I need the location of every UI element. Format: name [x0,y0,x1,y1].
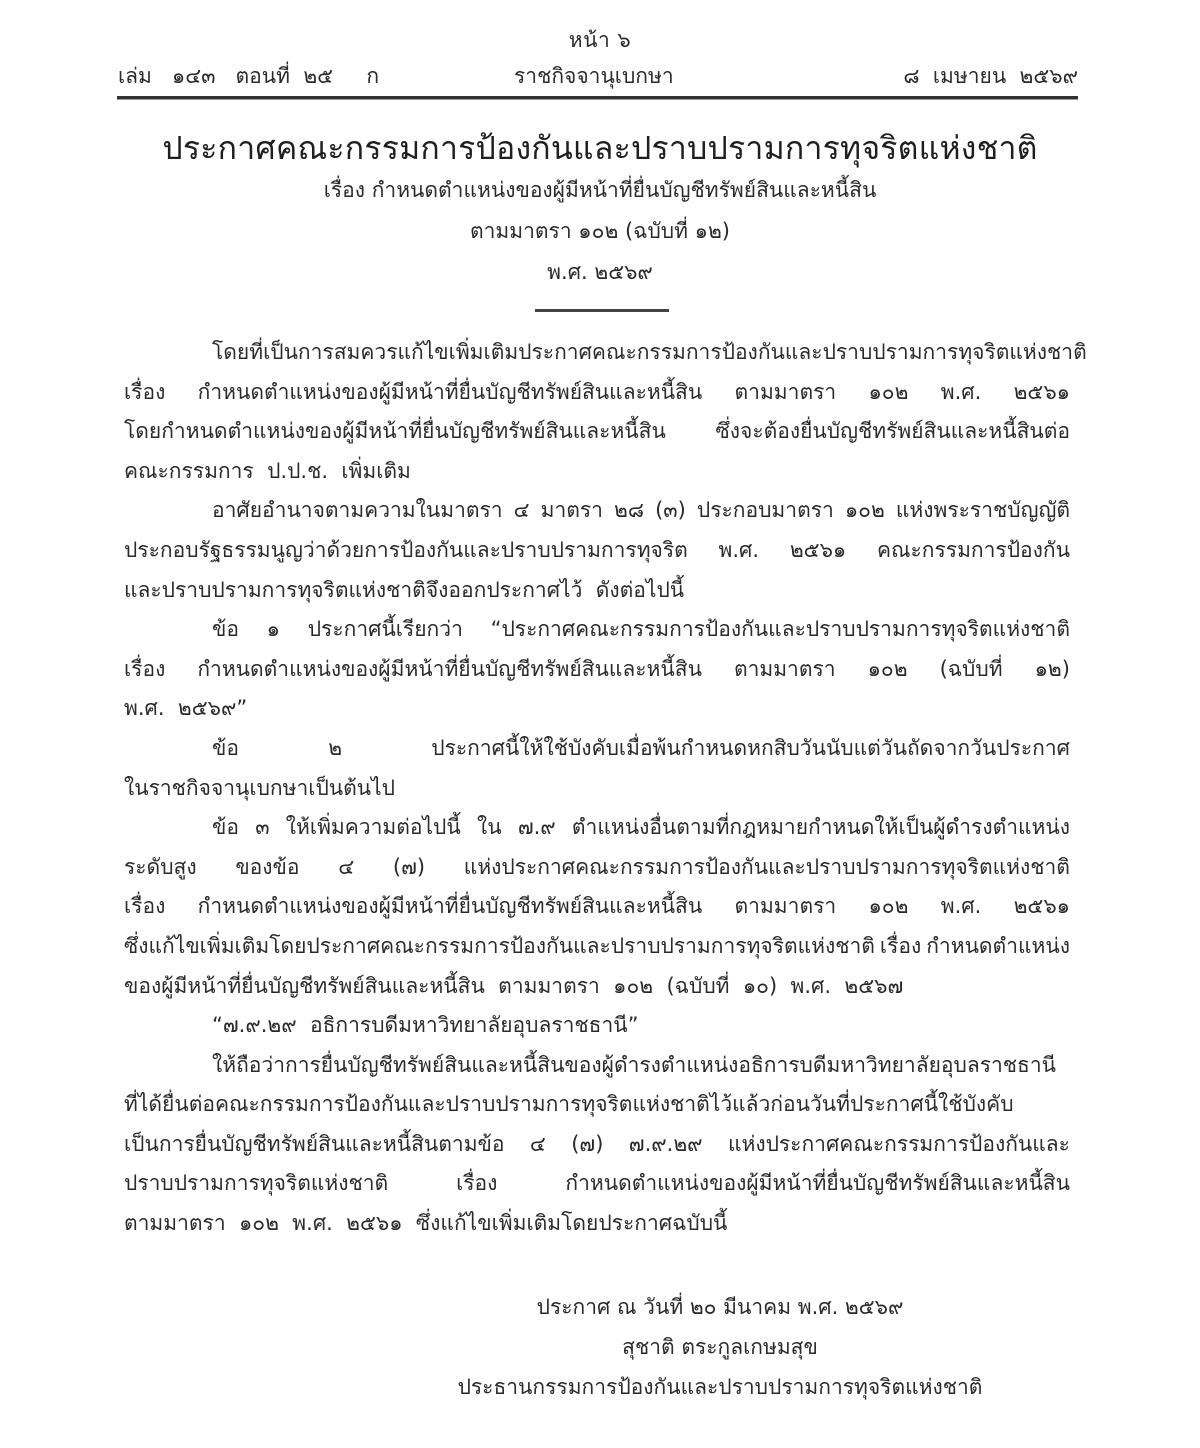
body-word-group: ของข้อ [235,854,300,879]
body-word-group: แห่งประกาศคณะกรรมการป้องกันและ [727,1131,1070,1156]
body-line [124,769,1070,809]
body-word-group: ๑๐๒ [844,498,885,523]
publication-date: ๘ เมษายน ๒๕๖๙ [903,64,1078,88]
body-line [124,927,1070,967]
body-line [124,452,1070,492]
body-line [124,491,1070,531]
body-word-group: ข้อ [212,617,239,642]
body-word-group: ๑๒) [1034,656,1070,681]
body-word-group: ๓ [255,815,270,840]
signature-block [400,1287,1040,1407]
announcement-title: ประกาศคณะกรรมการป้องกันและปราบปรามการทุจริตแห่งชาติ [162,129,1038,167]
body-word-group: (ฉบับที่ [939,656,1003,681]
body-line [124,729,1070,769]
body-word-group: ซึ่งแก้ไขเพิ่มเติมโดยประกาศคณะกรรมการป้องกันและปราบปรามการทุจริตแห่งชาติ [124,933,875,958]
body-line [124,1125,1070,1165]
body-word-group: ให้ถือว่าการยื่นบัญชีทรัพย์สินและหนี้สินของผู้ดำรงตำแหน่งอธิการบดีมหาวิทยาลัยอุบลราชธานี [212,1052,1056,1077]
body-word-group: เรื่อง [124,379,166,404]
body-word-group: ประกอบรัฐธรรมนูญว่าด้วยการป้องกันและปราบปรามการทุจริต [124,537,688,562]
body-word-group: ๔ [338,854,355,879]
body-word-group: ใน [476,815,502,840]
body-word-group: พ.ศ. [940,894,982,919]
body-line [124,610,1070,650]
announcement-date: ประกาศ ณ วันที่ ๒๐ มีนาคม พ.ศ. ๒๕๖๙ [536,1295,904,1319]
body-word-group: ให้เพิ่มความต่อไปนี้ [285,815,461,840]
body-word-group: ตามมาตรา [733,656,836,681]
body-word-group: ประกอบมาตรา [696,498,834,523]
body-word-group: กำหนดตำแหน่งของผู้มีหน้าที่ยื่นบัญชีทรัพย์สินและหนี้สิน [197,894,703,919]
body-word-group: มาตรา [540,498,603,523]
body-word-group: ตามมาตรา [734,894,837,919]
body-word-group: ข้อ [212,815,239,840]
body-word-group: แห่งพระราชบัญญัติ [895,498,1070,523]
body-line-text: “๗.๙.๒๙ อธิการบดีมหาวิทยาลัยอุบลราชธานี” [212,1013,639,1038]
body-word-group: กำหนดตำแหน่งของผู้มีหน้าที่ยื่นบัญชีทรัพย์สินและหนี้สิน [197,656,702,681]
announcement-year: พ.ศ. ๒๕๖๙ [547,260,653,284]
body-word-group: ๗.๙ [517,815,556,840]
body-word-group: ที่ได้ยื่นต่อคณะกรรมการป้องกันและปราบปรามการทุจริตแห่งชาติไว้แล้วก่อนวันที่ประกาศนี้ใช้บังคับ [124,1092,1014,1117]
body-word-group: เป็นการยื่นบัญชีทรัพย์สินและหนี้สินตามข้อ [124,1131,505,1156]
gazette-header [118,60,1078,94]
body-line [124,1006,1070,1046]
body-word-group: พ.ศ. [718,537,760,562]
signatory-position: ประธานกรรมการป้องกันและปราบปรามการทุจริตแห่งชาติ [457,1375,983,1399]
body-word-group: โดยที่เป็นการสมควรแก้ไขเพิ่มเติมประกาศคณะกรรมการป้องกันและปราบปรามการทุจริตแห่งชาติ [212,340,1087,364]
body-word-group: เรื่อง [124,656,166,681]
body-line [124,571,1070,611]
body-word-group: เรื่อง [124,894,166,919]
body-word-group: ๑๐๒ [868,894,909,919]
page-number: หน้า ๖ [568,28,632,52]
body-word-group: เรื่อง [456,1171,498,1196]
body-line-text: และปราบปรามการทุจริตแห่งชาติจึงออกประกาศไว้ ดังต่อไปนี้ [124,577,685,602]
body-line [124,689,1070,729]
body-line [124,1164,1070,1204]
body-line [124,373,1070,413]
body-line-text: ตามมาตรา ๑๐๒ พ.ศ. ๒๕๖๑ ซึ่งแก้ไขเพิ่มเติมโดยประกาศฉบับนี้ [124,1211,728,1236]
signatory-name: สุชาติ ตระกูลเกษมสุข [622,1335,818,1359]
body-word-group: กำหนดตำแหน่ง [926,933,1070,958]
body-word-group: ๑ [266,617,281,642]
body-word-group: ประกาศนี้ให้ใช้บังคับเมื่อพ้นกำหนดหกสิบวันนับแต่วันถัดจากวันประกาศ [431,735,1070,760]
body-word-group: ๒๘ [614,498,645,523]
body-word-group: ตามมาตรา [734,379,837,404]
body-word-group: กำหนดตำแหน่งของผู้มีหน้าที่ยื่นบัญชีทรัพย์สินและหนี้สิน [565,1171,1070,1196]
body-word-group: พ.ศ. [940,379,982,404]
announcement-body [124,333,1087,1244]
body-word-group: ๒๕๖๑ [789,537,847,562]
body-word-group: ๗.๙.๒๙ [628,1131,703,1156]
body-word-group: ๑๐๒ [867,656,908,681]
body-line [124,531,1070,571]
announcement-title-block [0,126,1200,293]
body-word-group: ๔ [513,498,530,523]
body-word-group: (๓) [655,498,686,523]
body-word-group: อาศัยอำนาจตามความในมาตรา [212,498,503,523]
body-word-group: ๒๕๖๑ [1013,379,1070,404]
body-line-text: คณะกรรมการ ป.ป.ช. เพิ่มเติม [124,458,411,483]
body-line [124,412,1070,452]
body-word-group: ข้อ [212,735,239,760]
body-word-group: ประกาศนี้เรียกว่า [307,617,463,642]
body-word-group: ๔ [529,1131,546,1156]
body-word-group: คณะกรรมการป้องกัน [877,537,1070,562]
body-word-group: “ประกาศคณะกรรมการป้องกันและปราบปรามการทุจริตแห่งชาติ [490,617,1070,642]
body-word-group: เรื่อง [879,933,922,958]
body-line [124,887,1070,927]
body-line-text: พ.ศ. ๒๕๖๙” [124,696,248,721]
body-line [124,333,1087,373]
body-line [124,1204,1070,1244]
body-line-text: ของผู้มีหน้าที่ยื่นบัญชีทรัพย์สินและหนี้สิน ตามมาตรา ๑๐๒ (ฉบับที่ ๑๐) พ.ศ. ๒๕๖๗ [124,973,904,998]
body-line [124,848,1070,888]
body-word-group: ตำแหน่งอื่นตามที่กฎหมายกำหนดให้เป็นผู้ดำรงตำแหน่ง [571,815,1070,840]
body-word-group: กำหนดตำแหน่งของผู้มีหน้าที่ยื่นบัญชีทรัพย์สินและหนี้สิน [197,379,703,404]
body-line-text: ในราชกิจจานุเบกษาเป็นต้นไป [124,775,396,800]
body-word-group: โดยกำหนดตำแหน่งของผู้มีหน้าที่ยื่นบัญชีทรัพย์สินและหนี้สิน [124,419,666,444]
body-word-group: (๗) [392,854,426,879]
body-word-group: ๒๕๖๑ [1013,894,1070,919]
volume-issue: เล่ม ๑๔๓ ตอนที่ ๒๕ ก [118,64,380,88]
body-word-group: ซึ่งจะต้องยื่นบัญชีทรัพย์สินและหนี้สินต่อ [715,419,1070,444]
body-line [124,1085,1070,1125]
body-line [124,808,1070,848]
title-divider [535,309,669,312]
header-divider [117,96,1078,99]
announcement-subject: เรื่อง กำหนดตำแหน่งของผู้มีหน้าที่ยื่นบัญชีทรัพย์สินและหนี้สิน [323,178,877,202]
announcement-section: ตามมาตรา ๑๐๒ (ฉบับที่ ๑๒) [470,219,730,243]
body-line [124,1046,1070,1086]
body-line [124,650,1070,690]
body-word-group: ระดับสูง [124,854,197,879]
publication-name: ราชกิจจานุเบกษา [514,64,674,88]
body-word-group: ๒ [328,735,343,760]
body-word-group: (๗) [571,1131,604,1156]
body-word-group: ๑๐๒ [868,379,909,404]
body-line [124,967,1070,1007]
body-word-group: ปราบปรามการทุจริตแห่งชาติ [124,1171,389,1196]
body-word-group: แห่งประกาศคณะกรรมการป้องกันและปราบปรามการทุจริตแห่งชาติ [463,854,1070,879]
